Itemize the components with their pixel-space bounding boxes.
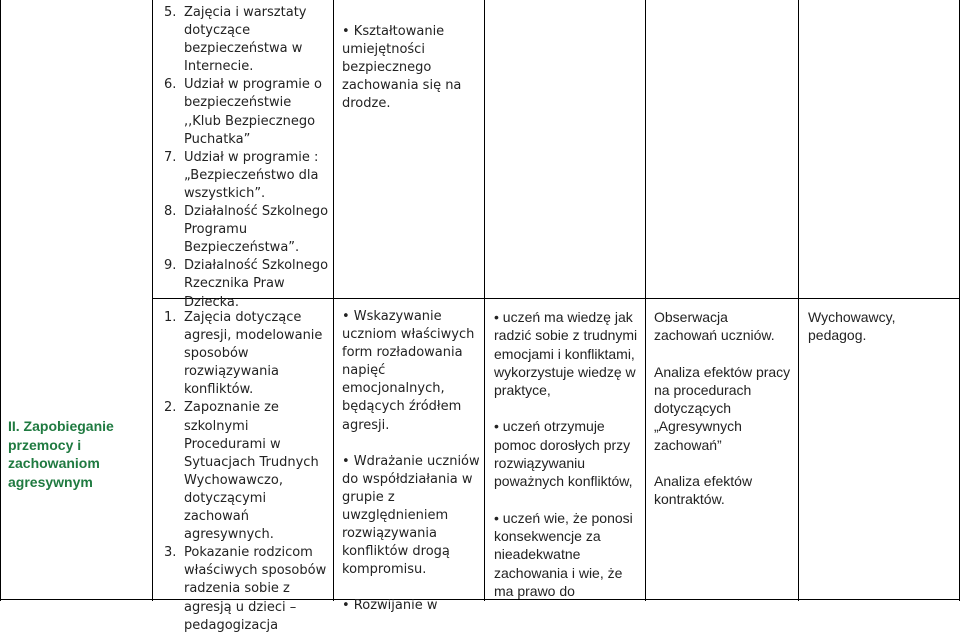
item-text: Działalność Szkolnego Rzecznika Praw Dziecka.: [184, 258, 329, 310]
row-divider: [333, 298, 960, 299]
item-number: 3.: [164, 545, 177, 561]
item-number: 8.: [164, 204, 177, 220]
item-text: Działalność Szkolnego Programu Bezpieczeństwa”.: [184, 204, 329, 256]
section-heading: II. Zapobieganie przemocy i zachowaniom agresywnym: [8, 418, 114, 490]
spacer: [654, 345, 794, 363]
item-number: 2.: [164, 400, 177, 416]
evaluation-item: Obserwacja zachowań uczniów.: [654, 309, 775, 344]
item-text: Udział w programie o bezpieczeństwie ,,Klub Bezpiecznego Puchatka”: [184, 77, 322, 147]
item-number: 7.: [164, 149, 177, 165]
item-text: Udział w programie : „Bezpieczeństwo dla wszystkich”.: [184, 149, 319, 201]
column-divider: [152, 0, 153, 601]
column-divider: [645, 0, 646, 601]
spacer: [494, 399, 642, 417]
column-divider: [484, 0, 485, 601]
item-text: Zajęcia i warsztaty dotyczące bezpieczeństwa w Internecie.: [184, 5, 307, 75]
activity-item: [158, 399, 330, 544]
effect-item: • uczeń otrzymuje pomoc dorosłych przy rozwiązywaniu poważnych konfliktów,: [494, 418, 633, 490]
item-number: 1.: [164, 310, 177, 325]
activities-list-top: [158, 4, 330, 312]
column-divider: [798, 0, 799, 601]
evaluation-cell: [654, 308, 794, 509]
goal-item: • Wdrażanie uczniów do współdziałania w grupie z uwzględnieniem rozwiązywania konfliktów drogą kompromisu.: [342, 453, 480, 578]
item-text: Pokazanie rodzicom właściwych sposobów radzenia sobie z agresją u dzieci – pedagogizacja: [184, 545, 327, 633]
goal-item: • Wskazywanie uczniom właściwych form rozładowania napięć emocjonalnych, będących źródłem agresji.: [342, 309, 475, 433]
effect-item: • uczeń wie, że ponosi konsekwencje za nieadekwatne zachowania i wie, że ma prawo do: [494, 509, 633, 599]
activity-item: [158, 76, 330, 148]
item-number: 5.: [164, 5, 177, 20]
activities-top-cell: [158, 4, 330, 312]
item-text: Zapoznanie ze szkolnymi Procedurami w Sytuacjach Trudnych Wychowawczo, dotyczącymi zachowań agresywnych.: [184, 400, 319, 543]
spacer: [342, 579, 480, 597]
activity-item: [158, 544, 330, 634]
column-divider: [333, 0, 334, 601]
activities-list-bottom: [158, 309, 330, 635]
item-text: Zajęcia dotyczące agresji, modelowanie sposobów rozwiązywania konfliktów.: [184, 310, 323, 398]
goal-item: • Kształtowanie umiejętności bezpiecznego zachowania się na drodze.: [342, 24, 462, 112]
item-number: 9.: [164, 258, 177, 274]
activity-item: [158, 4, 330, 76]
activity-item: [158, 203, 330, 257]
goals-top-cell: [342, 23, 478, 113]
goals-bottom-cell: [342, 308, 480, 615]
evaluation-item: Analiza efektów pracy na procedurach dotyczących „Agresywnych zachowań”: [654, 363, 791, 453]
item-number: 6.: [164, 77, 177, 93]
activity-item: [158, 309, 330, 399]
activity-item: [158, 149, 330, 203]
evaluation-item: Analiza efektów kontraktów.: [654, 473, 753, 508]
spacer: [342, 435, 480, 453]
responsible-cell: Wychowawcy, pedagog.: [808, 309, 896, 344]
spacer: [654, 454, 794, 472]
goal-item: • Rozwijanie w: [342, 598, 438, 614]
table-border-bottom: [0, 599, 960, 600]
activity-item: [158, 257, 330, 311]
spacer: [494, 491, 642, 509]
activities-bottom-cell: [158, 309, 330, 635]
effects-cell: [494, 308, 642, 600]
table-border-left: [0, 0, 1, 601]
effect-item: • uczeń ma wiedzę jak radzić sobie z trudnymi emocjami i konfliktami, wykorzystuje wiedzę w praktyce,: [494, 309, 638, 399]
